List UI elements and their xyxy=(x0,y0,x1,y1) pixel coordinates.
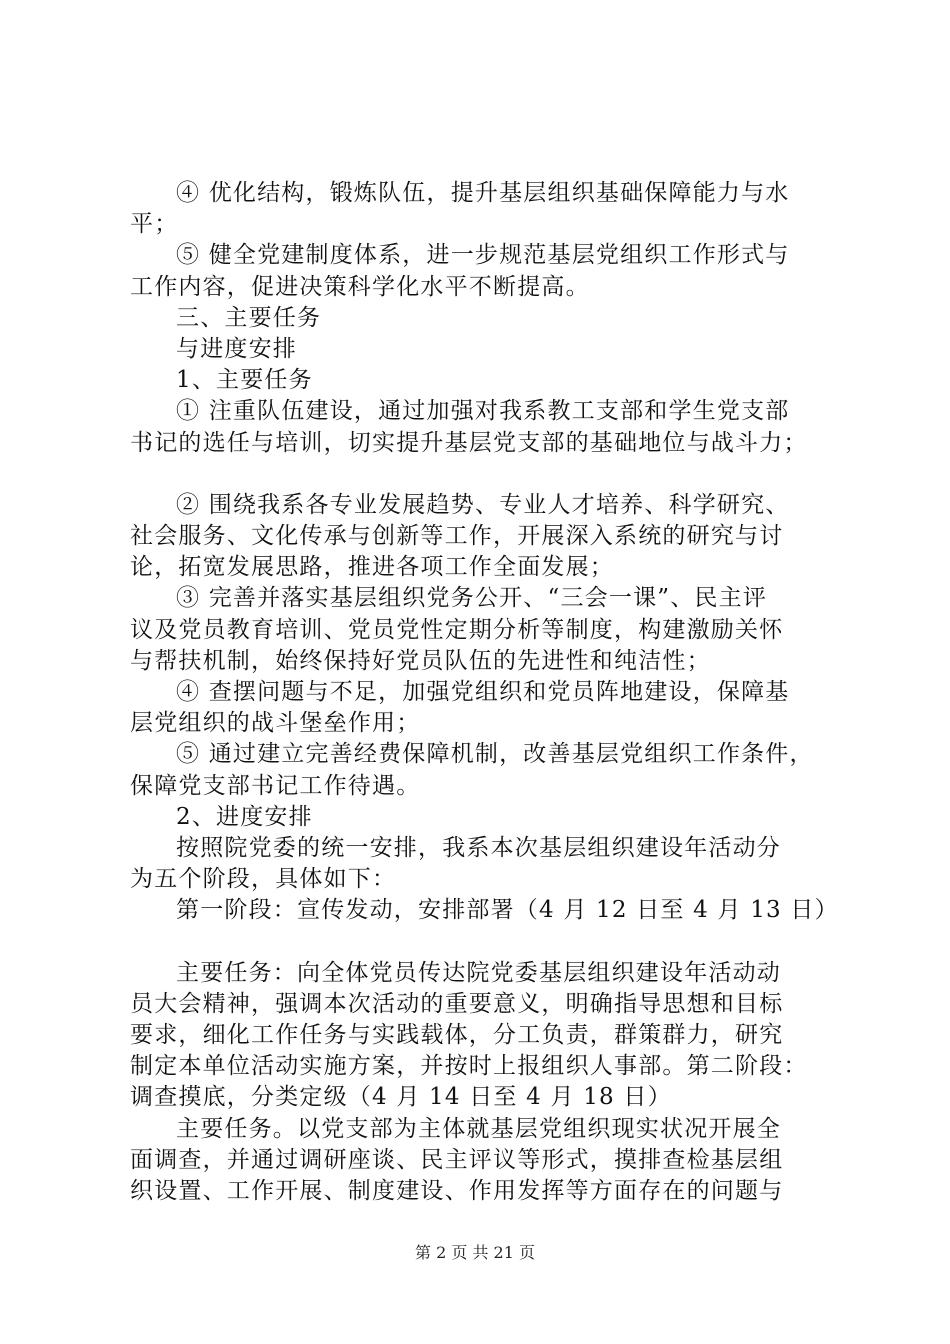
text-line: 制定本单位活动实施方案，并按时上报组织人事部。第二阶段： xyxy=(130,1053,808,1080)
text-line: 按照院党委的统一安排，我系本次基层组织建设年活动分 xyxy=(176,834,781,861)
text-line: ⑤ 通过建立完善经费保障机制，改善基层党组织工作条件， xyxy=(176,741,814,768)
text-line: ② 围绕我系各专业发展趋势、专业人才培养、科学研究、 xyxy=(176,491,790,518)
blank-line xyxy=(130,459,830,490)
text-line: 主要任务：向全体党员传达院党委基层组织建设年活动动 xyxy=(176,959,781,986)
text-line: 平； xyxy=(130,211,179,238)
text-line: 织设置、工作开展、制度建设、作用发挥等方面存在的问题与 xyxy=(130,1178,784,1204)
text-line: 与进度安排 xyxy=(176,335,297,362)
text-line: 2、进度安排 xyxy=(176,803,313,830)
text-line: 保障党支部书记工作待遇。 xyxy=(130,772,421,799)
document-body xyxy=(130,178,839,1207)
text-line: ④ 查摆问题与不足，加强党组织和党员阵地建设，保障基 xyxy=(176,679,790,705)
page-footer: 第 2 页 共 21 页 xyxy=(415,1243,535,1262)
text-line: 第一阶段：宣传发动，安排部署（4 月 12 日至 4 月 13 日） xyxy=(176,897,839,924)
text-line: 要求，细化工作任务与实践载体，分工负责，群策群力，研究 xyxy=(130,1022,784,1049)
blank-line xyxy=(130,927,830,958)
text-line: 三、主要任务 xyxy=(176,304,322,331)
text-line: 社会服务、文化传承与创新等工作，开展深入系统的研究与讨 xyxy=(130,523,784,550)
text-line: ④ 优化结构，锻炼队伍，提升基层组织基础保障能力与水 xyxy=(176,180,790,206)
text-line: 书记的选任与培训，切实提升基层党支部的基础地位与战斗力； xyxy=(130,429,808,456)
text-line: 论，拓宽发展思路，推进各项工作全面发展； xyxy=(130,554,614,581)
text-line: 工作内容，促进决策科学化水平不断提高。 xyxy=(130,273,590,300)
text-line: 议及党员教育培训、党员党性定期分析等制度，构建激励关怀 xyxy=(130,616,784,643)
text-line: 层党组织的战斗堡垒作用； xyxy=(130,710,421,737)
text-line: ⑤ 健全党建制度体系，进一步规范基层党组织工作形式与 xyxy=(176,242,790,269)
text-line: 为五个阶段，具体如下： xyxy=(130,866,397,893)
text-line: ① 注重队伍建设，通过加强对我系教工支部和学生党支部 xyxy=(176,398,790,425)
text-line: 员大会精神，强调本次活动的重要意义，明确指导思想和目标 xyxy=(130,990,784,1017)
text-line: 与帮扶机制，始终保持好党员队伍的先进性和纯洁性； xyxy=(130,647,711,674)
text-line: ③ 完善并落实基层组织党务公开、“三会一课”、民主评 xyxy=(176,585,768,612)
text-line: 1、主要任务 xyxy=(176,367,313,394)
text-line: 主要任务。以党支部为主体就基层党组织现实状况开展全 xyxy=(176,1115,781,1142)
text-line: 调查摸底，分类定级（4 月 14 日至 4 月 18 日） xyxy=(130,1084,672,1111)
text-line: 面调查，并通过调研座谈、民主评议等形式，摸排查检基层组 xyxy=(130,1146,784,1173)
